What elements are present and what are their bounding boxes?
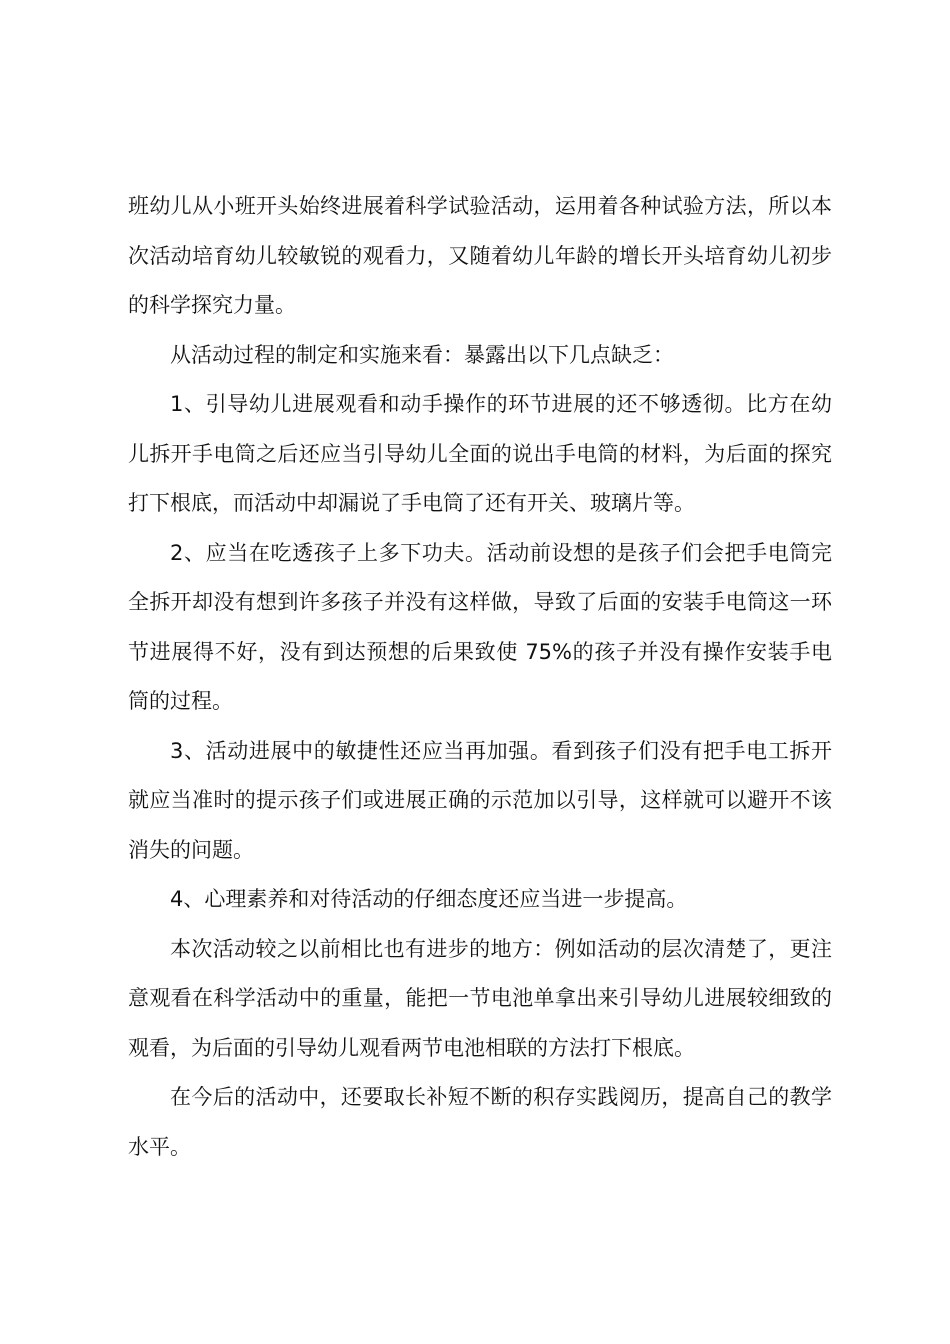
paragraph-5: 3、活动进展中的敏捷性还应当再加强。看到孩子们没有把手电工拆开就应当准时的提示孩子们或进展正确的示范加以引导，这样就可以避开不该消失的问题。 xyxy=(128,738,832,862)
paragraph-7: 本次活动较之以前相比也有进步的地方：例如活动的层次清楚了，更注意观看在科学活动中的重量，能把一节电池单拿出来引导幼儿进展较细致的观看，为后面的引导幼儿观看两节电池相联的方法打下根底。 xyxy=(128,936,832,1060)
document-body xyxy=(128,182,832,1172)
paragraph-4: 2、应当在吃透孩子上多下功夫。活动前设想的是孩子们会把手电筒完全拆开却没有想到许多孩子并没有这样做，导致了后面的安装手电筒这一环节进展得不好，没有到达预想的后果致使 75%的孩子并没有操作安装手电筒的过程。 xyxy=(128,540,832,713)
paragraph-8: 在今后的活动中，还要取长补短不断的积存实践阅历，提高自己的教学水平。 xyxy=(128,1085,832,1159)
paragraph-1: 班幼儿从小班开头始终进展着科学试验活动，运用着各种试验方法，所以本次活动培育幼儿较敏锐的观看力，又随着幼儿年龄的增长开头培育幼儿初步的科学探究力量。 xyxy=(128,194,832,317)
paragraph-2: 从活动过程的制定和实施来看：暴露出以下几点缺乏： xyxy=(170,342,674,367)
paragraph-3: 1、引导幼儿进展观看和动手操作的环节进展的还不够透彻。比方在幼儿拆开手电筒之后还应当引导幼儿全面的说出手电筒的材料，为后面的探究打下根底，而活动中却漏说了手电筒了还有开关、玻璃片等。 xyxy=(128,392,832,515)
paragraph-6: 4、心理素养和对待活动的仔细态度还应当进一步提高。 xyxy=(170,887,688,911)
